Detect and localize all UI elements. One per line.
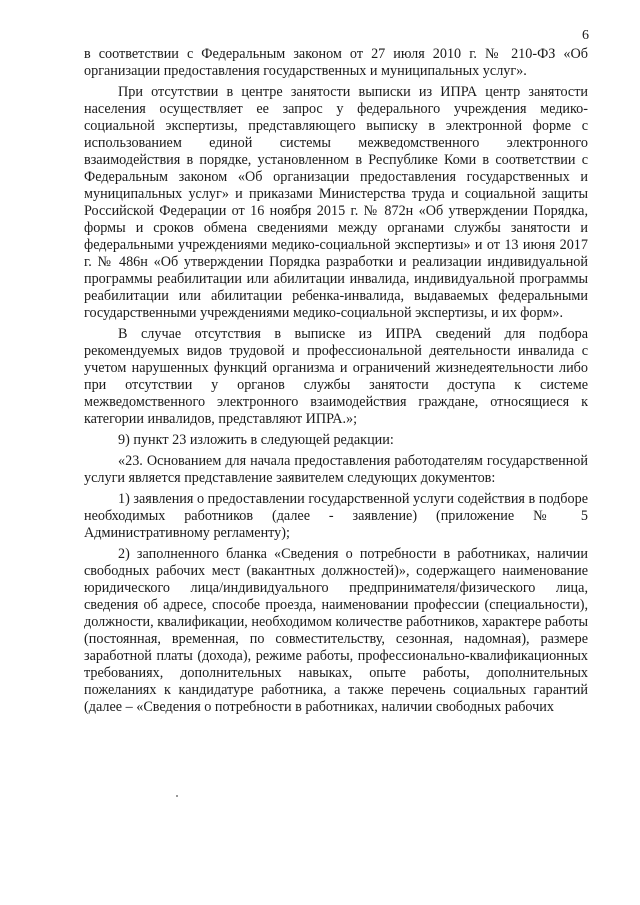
paragraph: «23. Основанием для начала предоставления работодателям государственной услуги является представление заявителем следующих документов:	[84, 453, 588, 486]
paragraph: 1) заявления о предоставлении государственной услуги содействия в подборе необходимых работников (далее - заявление) (приложение № 5 Административному регламенту);	[84, 491, 588, 541]
scan-speck	[176, 795, 178, 797]
page-number: 6	[582, 28, 589, 43]
paragraph: В случае отсутствия в выписке из ИПРА сведений для подбора рекомендуемых видов трудовой и профессиональной деятельности инвалида с учетом нарушенных функций организма и ограничений жизнедеятельности либо при отсутствии у органов службы занятости доступа к системе межведомственного электронного взаимодействия граждане, относящиеся к категории инвалидов, представляют ИПРА.»;	[84, 326, 588, 427]
paragraph: 9) пункт 23 изложить в следующей редакции:	[118, 432, 394, 448]
paragraph: 2) заполненного бланка «Сведения о потребности в работниках, наличии свободных рабочих мест (вакантных должностей)», содержащего наименование юридического лица/индивидуального предпринимателя/физического лица, сведения об адресе, способе проезда, наименовании профессии (специальности), должности, квалификации, необходимом количестве работников, характере работы (постоянная, временная, по совместительству, сезонная, надомная), размере заработной платы (дохода), режиме работы, профессионально-квалификационных требованиях, дополнительных навыках, опыте работы, дополнительных пожеланиях к кандидатуре работника, а также перечень социальных гарантий (далее – «Сведения о потребности в работниках, наличии свободных рабочих	[84, 546, 588, 715]
document-body	[84, 46, 588, 720]
paragraph: в соответствии с Федеральным законом от 27 июля 2010 г. № 210-ФЗ «Об организации предоставления государственных и муниципальных услуг».	[84, 46, 588, 79]
paragraph: При отсутствии в центре занятости выписки из ИПРА центр занятости населения осуществляет ее запрос у федерального учреждения медико-социальной экспертизы, представляющего выписку в электронной форме с использованием единой системы межведомственного электронного взаимодействия в порядке, установленном в Республике Коми в соответствии с Федеральным законом «Об организации предоставления государственных и муниципальных услуг» и приказами Министерства труда и социальной защиты Российской Федерации от 16 ноября 2015 г. № 872н «Об утверждении Порядка, формы и сроков обмена сведениями между органами службы занятости и федеральными учреждениями медико-социальной экспертизы» и от 13 июня 2017 г. № 486н «Об утверждении Порядка разработки и реализации индивидуальной программы реабилитации или абилитации инвалида, индивидуальной программы реабилитации или абилитации ребенка-инвалида, выдаваемых федеральными государственными учреждениями медико-социальной экспертизы, и их форм».	[84, 84, 588, 321]
